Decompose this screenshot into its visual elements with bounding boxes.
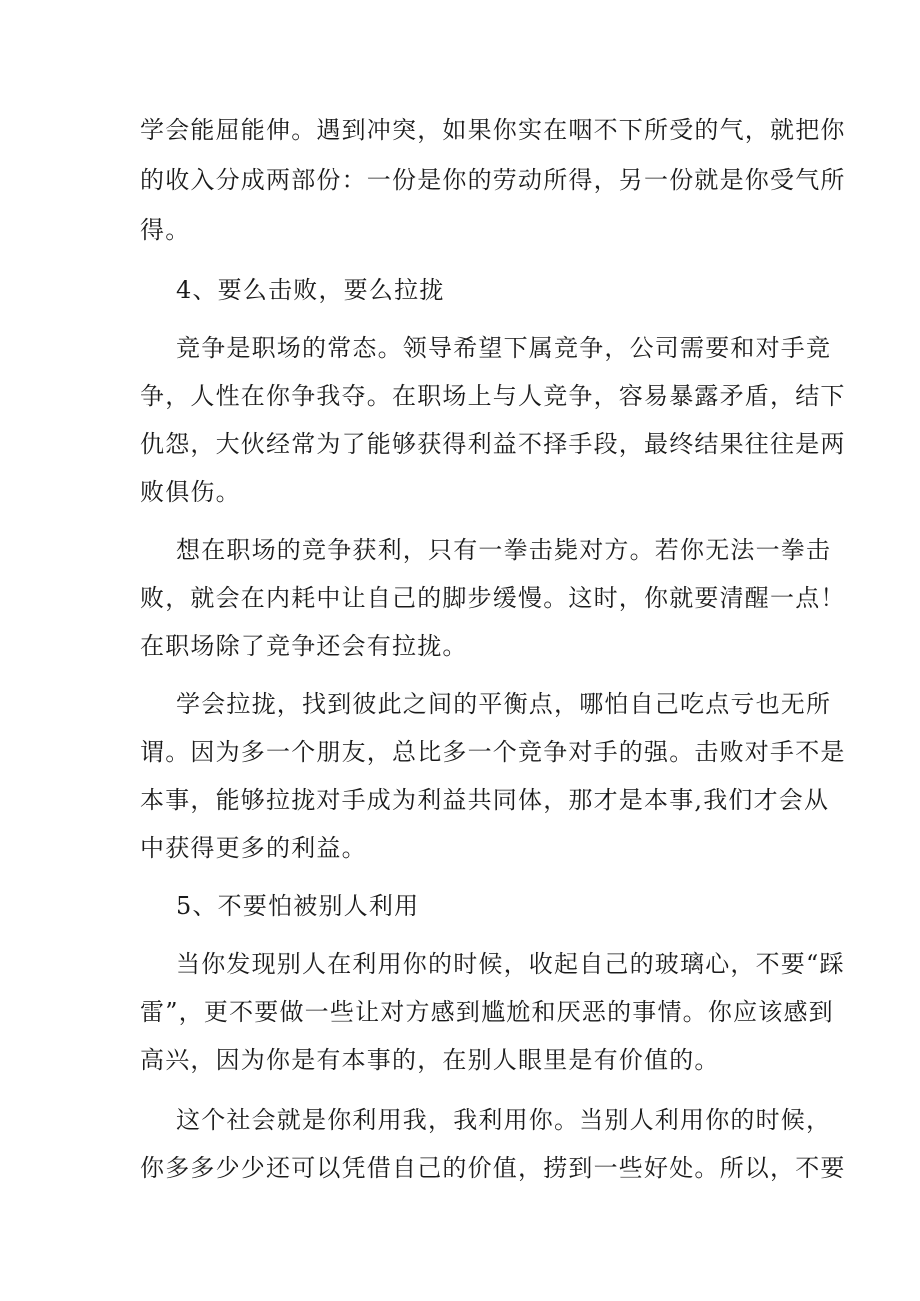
section-heading: 5、不要怕被别人利用 — [176, 892, 420, 920]
paragraph-line: 在职场除了竞争还会有拉拢。 — [140, 632, 468, 660]
paragraph-line: 争，人性在你争我夺。在职场上与人竞争，容易暴露矛盾，结下 — [140, 382, 846, 410]
paragraph-line: 你多多少少还可以凭借自己的价值，捞到一些好处。所以，不要 — [140, 1154, 846, 1182]
paragraph-line: 当你发现别人在利用你的时候，收起自己的玻璃心，不要“踩 — [176, 950, 845, 978]
section-heading: 4、要么击败，要么拉拢 — [176, 276, 445, 304]
paragraph-line: 仇怨，大伙经常为了能够获得利益不择手段，最终结果往往是两 — [140, 430, 846, 458]
paragraph-line: 这个社会就是你利用我，我利用你。当别人利用你的时候， — [176, 1106, 832, 1134]
paragraph-line: 想在职场的竞争获利，只有一拳击毙对方。若你无法一拳击 — [176, 536, 832, 564]
paragraph-line: 雷”，更不要做一些让对方感到尴尬和厌恶的事情。你应该感到 — [140, 998, 834, 1026]
paragraph-line: 学会能屈能伸。遇到冲突，如果你实在咽不下所受的气，就把你 — [140, 116, 846, 144]
paragraph-line: 本事，能够拉拢对手成为利益共同体，那才是本事,我们才会从 — [140, 786, 830, 814]
paragraph-line: 学会拉拢，找到彼此之间的平衡点，哪怕自己吃点亏也无所 — [176, 690, 832, 718]
paragraph-line: 的收入分成两部份：一份是你的劳动所得，另一份就是你受气所 — [140, 166, 846, 194]
paragraph-line: 谓。因为多一个朋友，总比多一个竞争对手的强。击败对手不是 — [140, 738, 846, 766]
paragraph-line: 竞争是职场的常态。领导希望下属竞争，公司需要和对手竞 — [176, 334, 832, 362]
paragraph-line: 得。 — [140, 216, 191, 244]
paragraph-line: 败俱伤。 — [140, 478, 241, 506]
paragraph-line: 败，就会在内耗中让自己的脚步缓慢。这时，你就要清醒一点！ — [140, 584, 846, 612]
paragraph-line: 高兴，因为你是有本事的，在别人眼里是有价值的。 — [140, 1046, 720, 1074]
paragraph-line: 中获得更多的利益。 — [140, 834, 367, 862]
